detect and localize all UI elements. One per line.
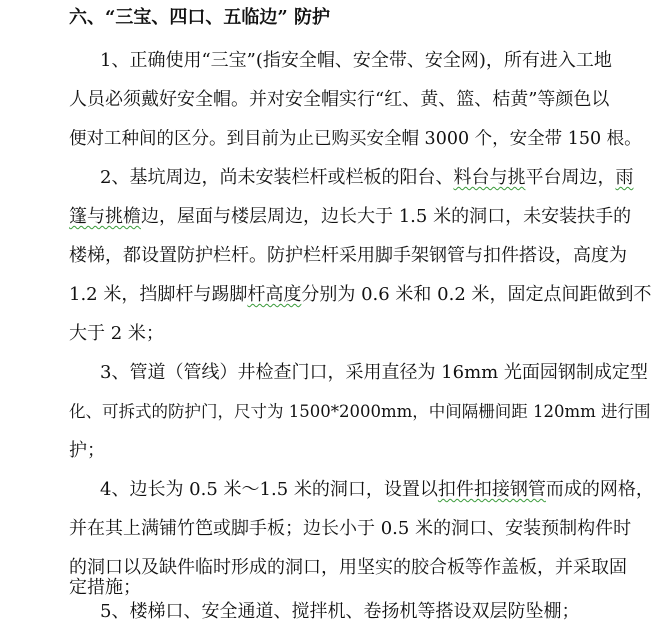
text-run: 2、基坑周边，尚未安装栏杆或栏板的阳台、 <box>100 167 454 188</box>
paragraph-2-line-4 <box>69 283 652 307</box>
spellcheck-marked-text: 雨 <box>615 167 634 188</box>
text-run: 1.2 米，挡脚杆与踢脚 <box>69 284 248 305</box>
paragraph-2-line-3: 楼梯，都设置防护栏杆。防护栏杆采用脚手架钢管与扣件搭设，高度为 <box>69 245 627 266</box>
paragraph-4-line-2: 并在其上满铺竹笆或脚手板；边长小于 0.5 米的洞口、安装预制构件时 <box>69 518 632 539</box>
text-run: 平台周边， <box>525 167 616 188</box>
paragraph-1-line-3: 便对工种间的区分。到目前为止已购买安全帽 3000 个，安全带 150 根。 <box>69 129 642 149</box>
paragraph-3-line-1: 3、管道（管线）井检查门口，采用直径为 16mm 光面园钢制成定型 <box>100 362 648 383</box>
spellcheck-marked-text: 扣件扣接钢管 <box>437 479 546 500</box>
paragraph-4-line-1 <box>100 478 654 502</box>
text-run: 4、边长为 0.5 米～1.5 米的洞口，设置以 <box>100 479 438 500</box>
paragraph-1-line-1: 1、正确使用“三宝”(指安全帽、安全带、安全网)，所有进入工地 <box>100 50 612 71</box>
paragraph-2-line-2 <box>69 205 631 229</box>
text-run: 边，屋面与楼层周边，边长大于 1.5 米的洞口，未安装扶手的 <box>141 206 632 227</box>
paragraph-5-line-1: 5、楼梯口、安全通道、搅拌机、卷扬机等搭设双层防坠棚； <box>100 601 580 622</box>
paragraph-2-line-5: 大于 2 米； <box>69 323 164 344</box>
paragraph-3-line-2: 化、可拆式的防护门，尺寸为 1500*2000mm，中间隔栅间距 120mm 进行围 <box>69 402 651 421</box>
spellcheck-marked-text: 杆高度 <box>247 284 302 305</box>
paragraph-2-line-1 <box>100 166 633 190</box>
paragraph-4-line-4: 定措施； <box>69 577 141 598</box>
text-run: 而成的网格， <box>545 479 654 500</box>
paragraph-4-line-3: 的洞口以及缺件临时形成的洞口，用坚实的胶合板等作盖板，并采取固 <box>69 557 627 578</box>
paragraph-1-line-2: 人员必须戴好安全帽。并对安全帽实行“红、黄、篮、桔黄”等颜色以 <box>69 89 610 110</box>
text-run: 分别为 0.6 米和 0.2 米，固定点间距做到不 <box>301 284 652 305</box>
spellcheck-marked-text: 料台与挑 <box>453 167 526 188</box>
paragraph-3-line-3: 护； <box>69 440 105 461</box>
section-heading: 六、“三宝、四口、五临边” 防护 <box>69 7 330 28</box>
spellcheck-marked-text: 篷与挑檐 <box>69 206 141 227</box>
